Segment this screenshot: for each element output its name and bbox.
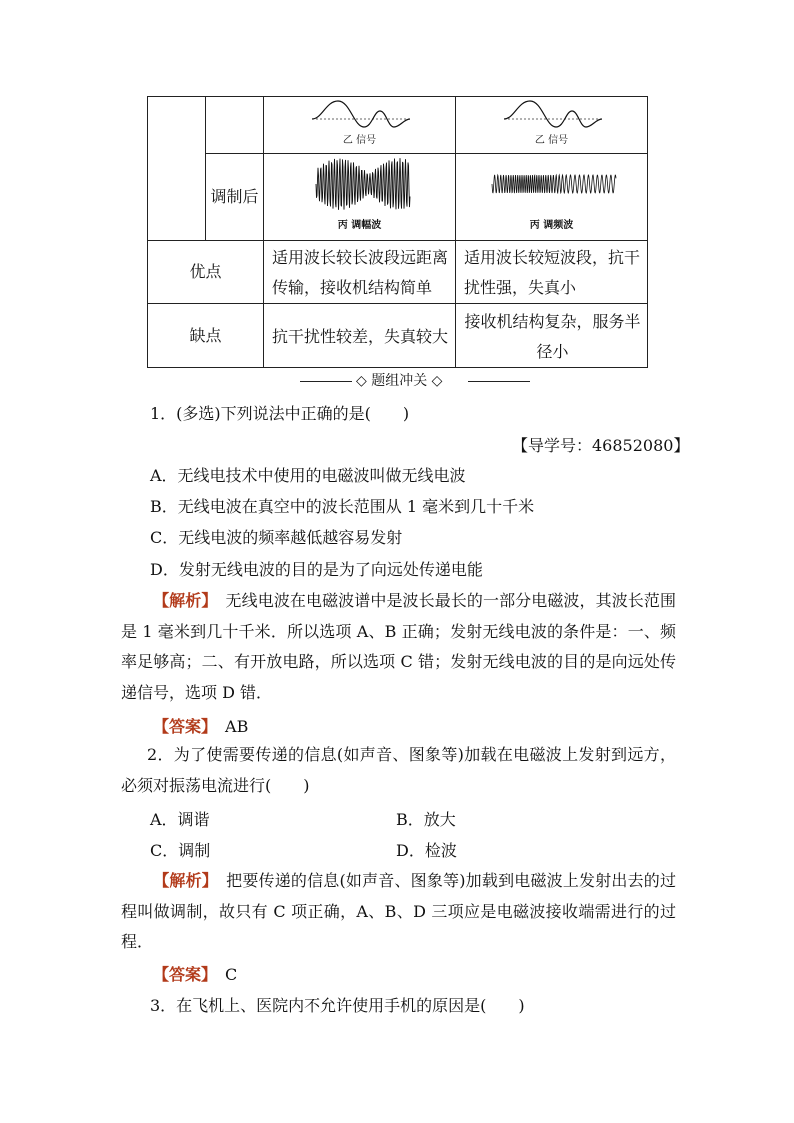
fm-wave-path [492, 175, 616, 193]
q2-option-c: C．调制 [150, 841, 211, 860]
am-wave-caption: 丙 调幅波 [337, 220, 382, 231]
table-blank-cell [206, 97, 264, 154]
q2-answer [153, 965, 237, 985]
q2-option-b: B．放大 [396, 810, 456, 829]
q1-answer-tag: 【答案】 [153, 717, 210, 736]
signal-caption-am: 乙 信号 [342, 135, 377, 146]
fm-advantages: 适用波长较短波段，抗干扰性强，失真小 [456, 241, 648, 304]
fm-wave-cell [456, 154, 648, 241]
am-wave-path [316, 158, 410, 210]
fm-disadvantages: 接收机结构复杂，服务半径小 [456, 304, 648, 368]
row-label-disadvantages: 缺点 [148, 304, 264, 368]
q1-analysis-text: 无线电波在电磁波谱中是波长最长的一部分电磁波，其波长范围是 1 毫米到几十千米．所以选项 A、B 正确；发射无线电波的条件是：一、频率足够高；二、有开放电路，所以选项 C 错；发射无线电波的目的是向远处传递信号，选项 D 错． [121, 591, 676, 702]
q2-answer-value: C [225, 965, 238, 984]
modulated-label: 调制后 [206, 154, 264, 241]
q1-answer-value: AB [225, 717, 249, 736]
section-title: ◇ 题组冲关 ◇ [356, 373, 443, 389]
q2-answer-tag: 【答案】 [153, 965, 210, 984]
q1-stem: 1．(多选)下列说法中正确的是( ) [150, 404, 410, 423]
q1-option-d: D．发射无线电波的目的是为了向远处传递电能 [150, 560, 483, 579]
signal-cell-fm [456, 97, 648, 154]
am-disadvantages: 抗干扰性较差，失真较大 [264, 304, 456, 368]
q2-analysis [121, 866, 676, 958]
q1-option-b: B．无线电波在真空中的波长范围从 1 毫米到几十千米 [150, 497, 535, 516]
q1-analysis-tag: 【解析】 [153, 591, 210, 610]
q2-stem-text: 2．为了使需要传递的信息(如声音、图象等)加载在电磁波上发射到远方，必须对振荡电流进行( ) [121, 745, 676, 795]
signal-cell-am [264, 97, 456, 154]
q2-analysis-tag: 【解析】 [153, 871, 210, 890]
modulation-comparison-table [147, 96, 648, 368]
q1-guide-number: 【导学号：46852080】 [512, 436, 690, 455]
row-label-advantages: 优点 [148, 241, 264, 304]
q2-stem [121, 740, 676, 801]
am-wave-cell [264, 154, 456, 241]
divider-right [468, 381, 530, 382]
am-advantages: 适用波长较长波段远距离传输，接收机结构简单 [264, 241, 456, 304]
q2-analysis-text: 把要传递的信息(如声音、图象等)加载到电磁波上发射出去的过程叫做调制，故只有 C 项正确，A、B、D 三项应是电磁波接收端需进行的过程． [121, 871, 676, 951]
table-blank-cell [148, 97, 206, 241]
section-header [300, 372, 530, 392]
divider-left [300, 381, 352, 382]
q3-stem: 3．在飞机上、医院内不允许使用手机的原因是( ) [150, 996, 525, 1015]
fm-wave-caption: 丙 调频波 [529, 220, 574, 231]
q2-option-a: A．调谐 [150, 810, 210, 829]
q1-answer [153, 717, 248, 737]
q1-option-c: C．无线电波的频率越低越容易发射 [150, 528, 403, 547]
q2-option-d: D．检波 [396, 841, 457, 860]
q1-option-a: A．无线电技术中使用的电磁波叫做无线电波 [150, 466, 466, 485]
q1-analysis [121, 586, 676, 708]
signal-caption-fm: 乙 信号 [534, 135, 569, 146]
